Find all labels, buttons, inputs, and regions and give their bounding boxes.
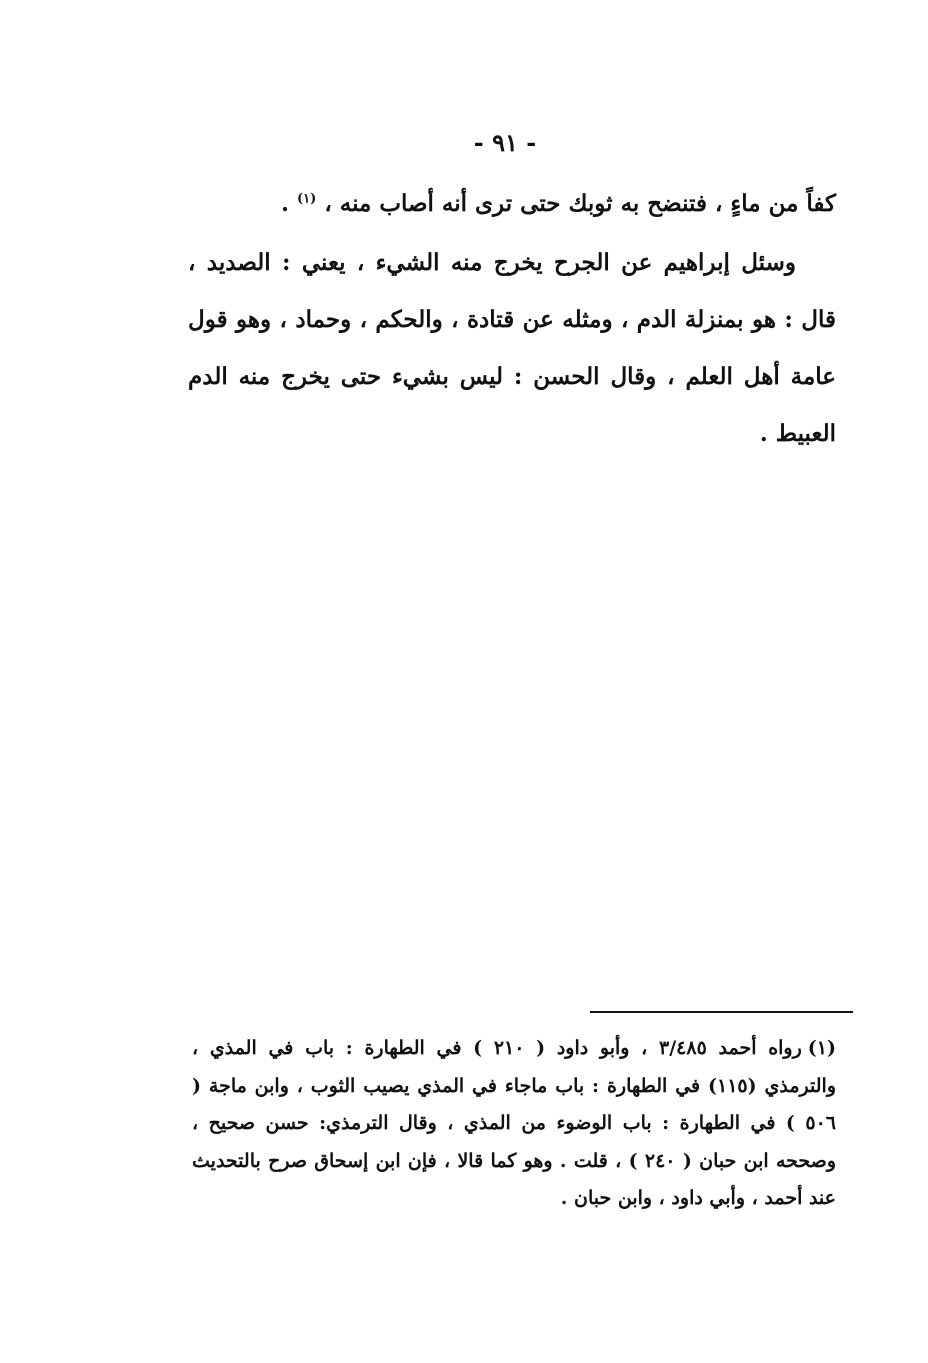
footnote-reference: (١) bbox=[297, 191, 317, 207]
footnote-1 bbox=[192, 1030, 836, 1218]
text-line-1 bbox=[188, 175, 836, 232]
page-number: - ٩١ - bbox=[473, 128, 537, 157]
main-text bbox=[188, 175, 836, 462]
footnotes bbox=[192, 1030, 836, 1218]
paragraph-2: وسئل إبراهيم عن الجرح يخرج منه الشيء ، يعني : الصديد ، قال : هو بمنزلة الدم ، ومثله عن قتادة ، والحكم ، وحماد ، وهو قول عامة أهل العلم ، وقال الحسن : ليس بشيء حتى يخرج منه الدم العبيط . bbox=[188, 249, 836, 447]
footnote-label: (١) bbox=[807, 1037, 836, 1059]
footnote-text: رواه أحمد ٣/٤٨٥ ، وأبو داود ( ٢١٠ ) في الطهارة : باب في المذي ، والترمذي (١١٥) في الطهارة : باب ماجاء في المذي يصيب الثوب ، وابن ماجة ( ٥٠٦ ) في الطهارة : باب الوضوء من المذي ، وقال الترمذي: حسن صحيح ، وصححه ابن حبان ( ٢٤٠ ) ، قلت . وهو كما قالا ، فإن ابن إسحاق صرح بالتحديث عند أحمد ، وأبي داود ، وابن حبان . bbox=[192, 1037, 836, 1209]
text-line-1-body: كفاً من ماءٍ ، فتنضح به ثوبك حتى ترى أنه أصاب منه ، bbox=[324, 190, 836, 217]
footnote-separator bbox=[590, 1011, 853, 1013]
text-line-1-end: . bbox=[280, 190, 289, 217]
